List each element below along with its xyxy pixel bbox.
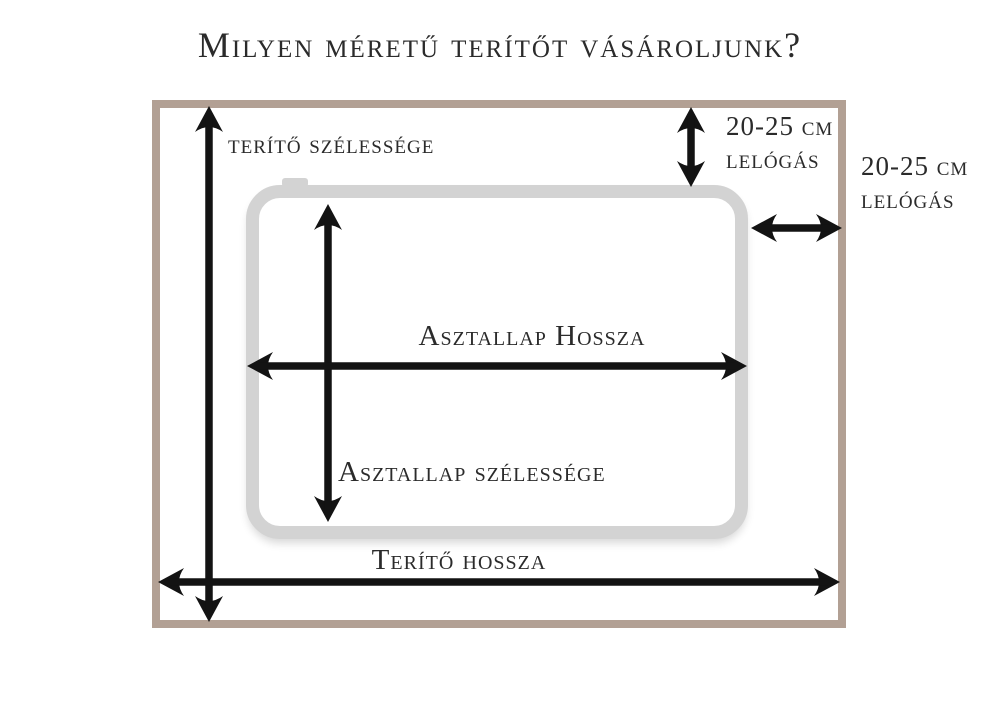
diagram-title: Milyen méretű terítőt vásároljunk? (197, 25, 803, 65)
tablecloth-length-label: Terítő hossza (371, 544, 547, 576)
overhang-top-label (726, 110, 833, 176)
overhang-right-label (861, 150, 968, 216)
tabletop-width-label: Asztallap szélessége (338, 456, 606, 488)
tabletop-length-label: Asztallap Hossza (418, 320, 646, 352)
tablecloth-width-label: terítő szélessége (228, 129, 435, 159)
tabletop-length-arrow (247, 351, 747, 381)
overhang-right-arrow (751, 213, 842, 243)
overhang-top-line1: 20-25 cm (726, 111, 834, 141)
tabletop-edge-notch (282, 178, 308, 187)
double-arrow-icon (751, 213, 842, 243)
tablecloth-width-arrow (194, 106, 224, 622)
double-arrow-icon (676, 107, 706, 187)
double-arrow-icon (247, 351, 747, 381)
overhang-right-line2: lelógás (861, 184, 955, 214)
overhang-top-arrow (676, 107, 706, 187)
overhang-right-line1: 20-25 cm (861, 151, 969, 181)
overhang-top-line2: lelógás (726, 144, 820, 174)
double-arrow-icon (194, 106, 224, 622)
